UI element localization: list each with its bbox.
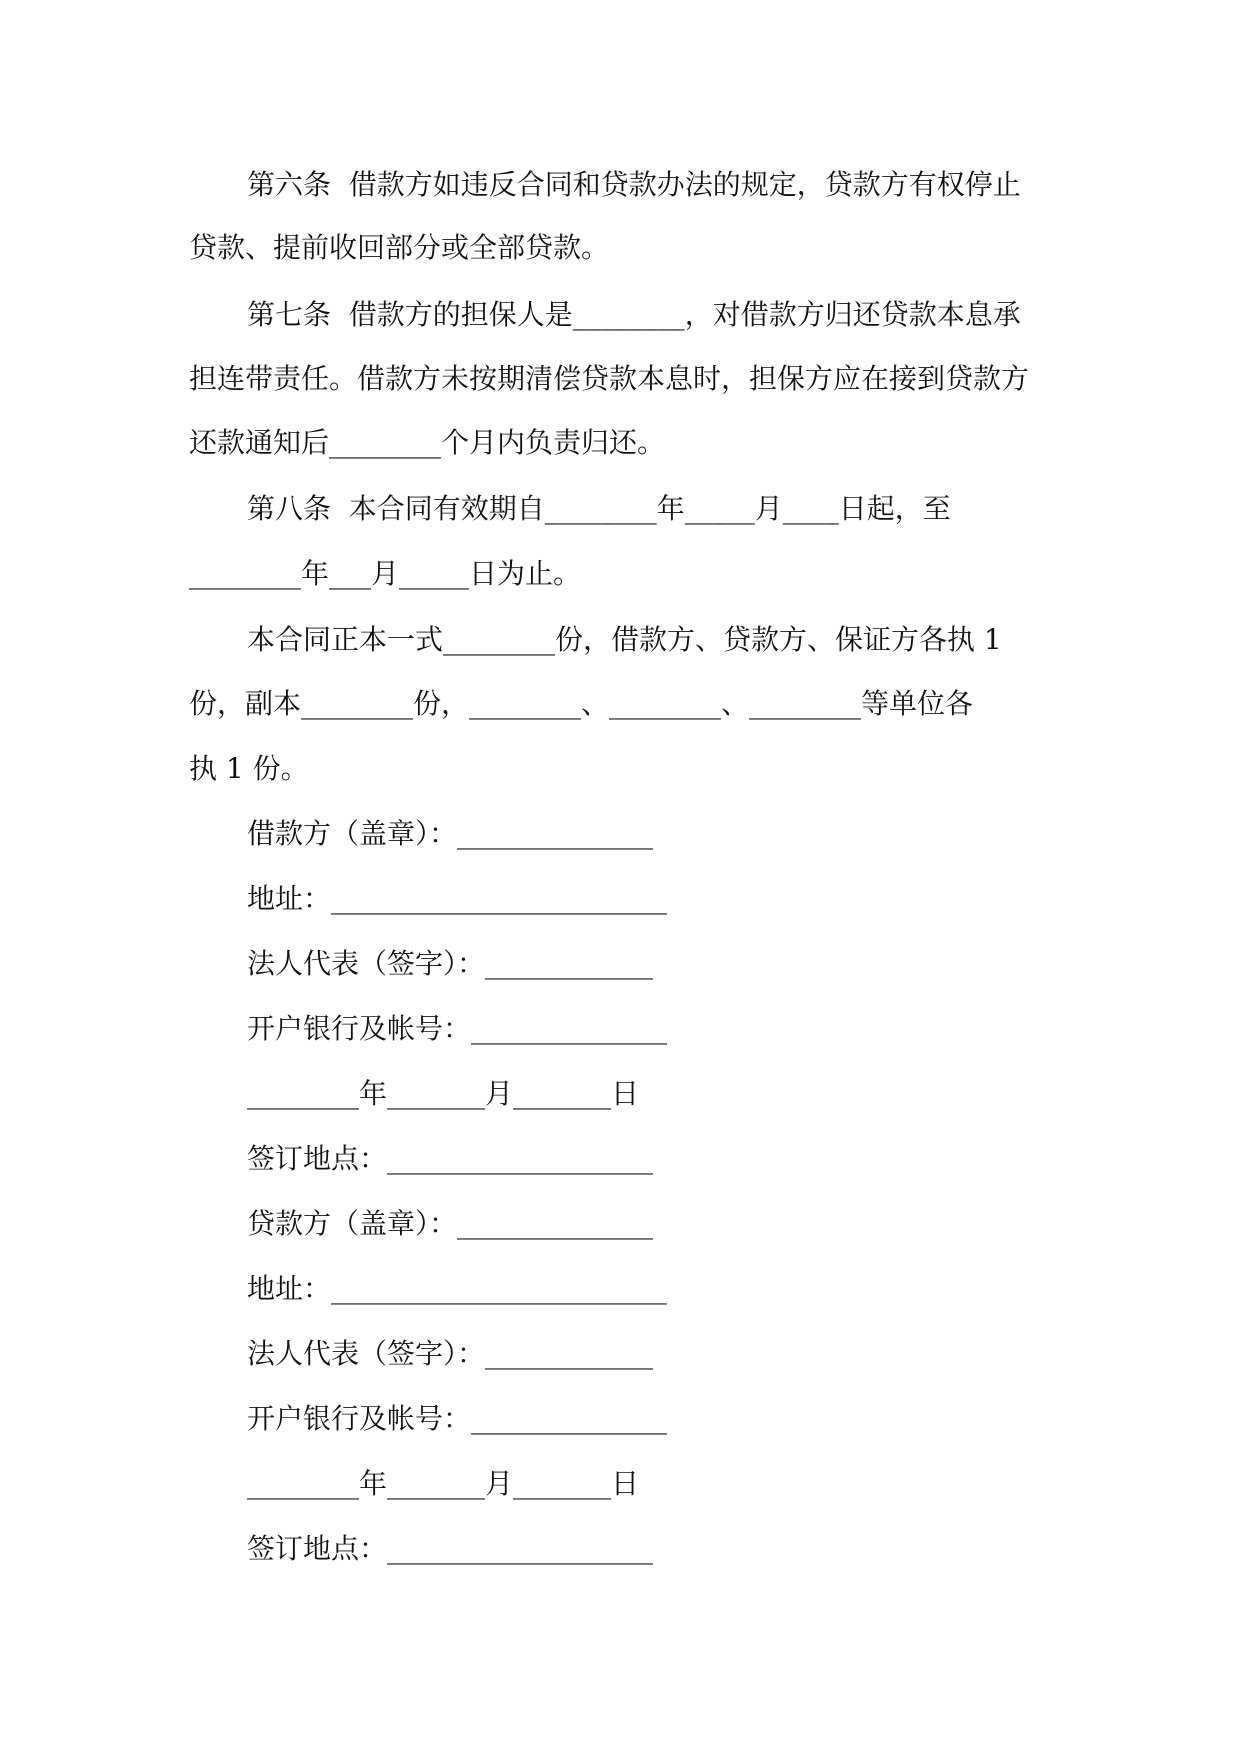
copies-line-3: 执 1 份。 [189, 752, 309, 785]
lender-address-field: 地址：________________________ [247, 1272, 668, 1305]
article-7-line-1: 第七条 借款方的担保人是________，对借款方归还贷款本息承 [247, 298, 1021, 331]
borrower-address-field: 地址：________________________ [247, 882, 668, 915]
article-7-line-2: 担连带责任。借款方未按期清偿贷款本息时，担保方应在接到贷款方 [189, 362, 1030, 395]
lender-sign-place-field: 签订地点：___________________ [247, 1532, 654, 1565]
lender-date-field: ________年_______月_______日 [247, 1467, 640, 1500]
article-8-line-2: ________年___月_____日为止。 [189, 557, 582, 590]
article-6-line-2: 贷款、提前收回部分或全部贷款。 [189, 231, 610, 264]
copies-line-1: 本合同正本一式________份，借款方、贷款方、保证方各执 1 [247, 623, 1002, 656]
article-7-line-3: 还款通知后________个月内负责归还。 [189, 426, 666, 459]
borrower-date-field: ________年_______月_______日 [247, 1077, 640, 1110]
article-8-line-1: 第八条 本合同有效期自________年_____月____日起，至 [247, 492, 951, 525]
borrower-bank-account-field: 开户银行及帐号：______________ [247, 1012, 668, 1045]
copies-line-2: 份，副本________份，________、________、________等单位各 [189, 687, 974, 720]
borrower-seal-field: 借款方（盖章）：______________ [247, 817, 654, 850]
article-6-line-1: 第六条 借款方如违反合同和贷款办法的规定，贷款方有权停止 [247, 168, 1021, 201]
lender-bank-account-field: 开户银行及帐号：______________ [247, 1402, 668, 1435]
borrower-legal-rep-field: 法人代表（签字）：____________ [247, 947, 654, 980]
lender-seal-field: 贷款方（盖章）：______________ [247, 1207, 654, 1240]
borrower-sign-place-field: 签订地点：___________________ [247, 1142, 654, 1175]
lender-legal-rep-field: 法人代表（签字）：____________ [247, 1337, 654, 1370]
